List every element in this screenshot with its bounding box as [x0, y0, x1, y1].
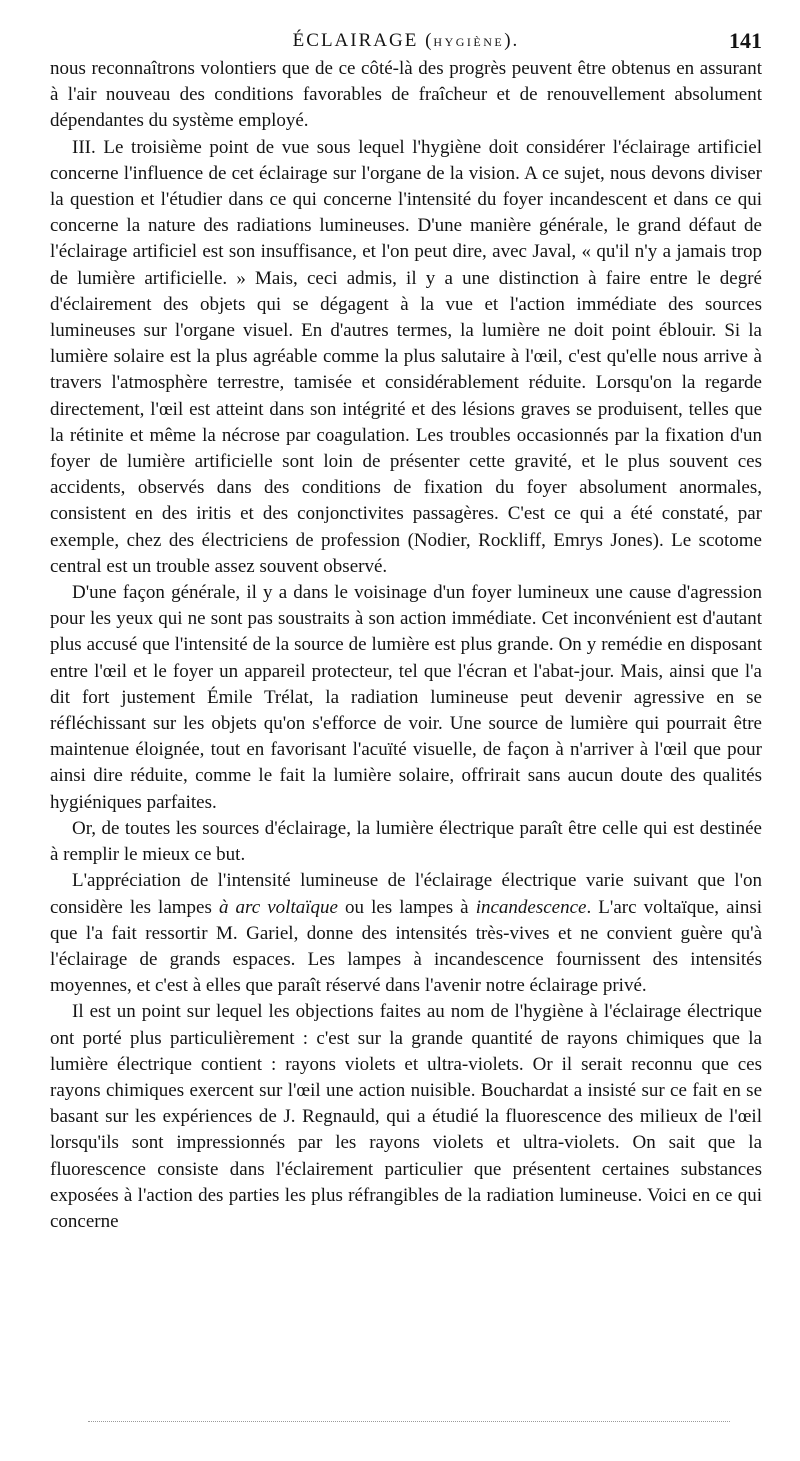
italic-term-arc-voltaique: à arc voltaïque	[218, 896, 338, 918]
paragraph-text: ou les lampes à	[337, 896, 476, 918]
paragraph: Or, de toutes les sources d'éclairage, la lumière électrique paraît être celle qui est destinée à remplir le mieux ce but.	[50, 817, 762, 866]
running-title-main: ÉCLAIRAGE (	[292, 30, 434, 51]
bottom-rule	[88, 1421, 730, 1422]
body-text	[50, 56, 762, 1235]
running-title-subject: HYGIÈNE	[433, 35, 505, 49]
paragraph: D'une façon générale, il y a dans le voisinage d'un foyer lumineux une cause d'agression pour les yeux qui ne sont pas soustraits à son action immédiate. Cet inconvénient est d'autant plus accusé que l'intensité de la source de lumière est plus grande. On y remédie en disposant entre l'œil et le foyer un appareil protecteur, tel que l'écran et l'abat-jour. Mais, ainsi que l'a dit fort justement Émile Trélat, la radiation lumineuse peut devenir agressive en se réfléchissant sur les objets qu'on s'efforce de voir. Une source de lumière qui pourrait être maintenue éloignée, tout en favorisant l'acuïté visuelle, de façon à n'arriver à l'œil que pour ainsi dire réduite, comme le fait la lumière solaire, offrirait sans aucun doute des qualités hygiéniques parfaites.	[50, 582, 762, 813]
paragraph	[50, 868, 762, 999]
paragraph: Il est un point sur lequel les objections faites au nom de l'hygiène à l'éclairage électrique ont porté plus particulièrement : c'est sur la grande quantité de rayons chimiques que la lumière électrique contient : rayons violets et ultra-violets. Or il serait reconnu que ces rayons chimiques exercent sur l'œil une action nuisible. Bouchardat a insisté sur ce fait en se basant sur les expériences de J. Regnauld, qui a étudié la fluorescence des milieux de l'œil lorsqu'ils sont impressionnés par les rayons violets et ultra-violets. On sait que la fluorescence consiste dans l'éclairement particulier que présentent certaines substances exposées à l'action des parties les plus réfrangibles de la radiation lumineuse. Voici en ce qui concerne	[50, 1001, 762, 1232]
paragraph: III. Le troisième point de vue sous lequel l'hygiène doit considérer l'éclairage artificiel concerne l'influence de cet éclairage sur l'organe de la vision. A ce sujet, nous devons diviser la question et l'étudier dans ce qui concerne l'intensité du foyer incandescent et dans ce qui concerne la nature des radiations lumineuses. D'une manière générale, le grand défaut de l'éclairage artificiel est son insuffisance, et l'on peut dire, avec Javal, « qu'il n'y a jamais trop de lumière artificielle. » Mais, ceci admis, il y a une distinction à faire entre le degré d'éclairement des objets qui se dégagent à la vue et l'action immédiate des sources lumineuses sur l'organe visuel. En d'autres termes, la lumière ne doit point éblouir. Si la lumière solaire est la plus agréable comme la plus salutaire à l'œil, c'est qu'elle nous arrive à travers l'atmosphère terrestre, tamisée et considérablement réduite. Lorsqu'on la regarde directement, l'œil est atteint dans son intégrité et des lésions graves se produisent, telles que la rétinite et même la nécrose par coagulation. Les troubles occasionnés par la fixation d'un foyer de lumière artificielle sont loin de présenter cette gravité, et le plus souvent ces accidents, observés dans des conditions de fixation du foyer absolument anormales, consistent en des iritis et des conjonctivites passagères. C'est ce qui a été constaté, par exemple, chez des électriciens de profession (Nodier, Rockliff, Emrys Jones). Le scotome central est un trouble assez souvent observé.	[50, 136, 762, 577]
paragraph-text: . L'arc voltaïque, ainsi que l'a fait ressortir M. Gariel, donne des intensités très-vives et ne convient guère qu'à l'éclairage de grands espaces. Les lampes à incandescence fournissent des intensités moyennes, et c'est à elles que paraît réservé dans l'avenir notre éclairage privé.	[50, 896, 763, 997]
running-title-end: ).	[504, 30, 520, 51]
italic-term-incandescence: incandescence	[475, 896, 587, 918]
page-header	[50, 28, 762, 56]
page-number: 141	[729, 28, 762, 53]
running-title	[50, 30, 762, 52]
paragraph-text: L'appréciation de l'intensité lumineuse de l'éclairage électrique varie suivant que l'on considère les lampes	[50, 870, 762, 918]
paragraph: nous reconnaîtrons volontiers que de ce côté-là des progrès peuvent être obtenus en assurant à l'air nouveau des conditions favorables de fraîcheur et de renouvellement absolument dépendantes du système employé.	[50, 58, 762, 132]
